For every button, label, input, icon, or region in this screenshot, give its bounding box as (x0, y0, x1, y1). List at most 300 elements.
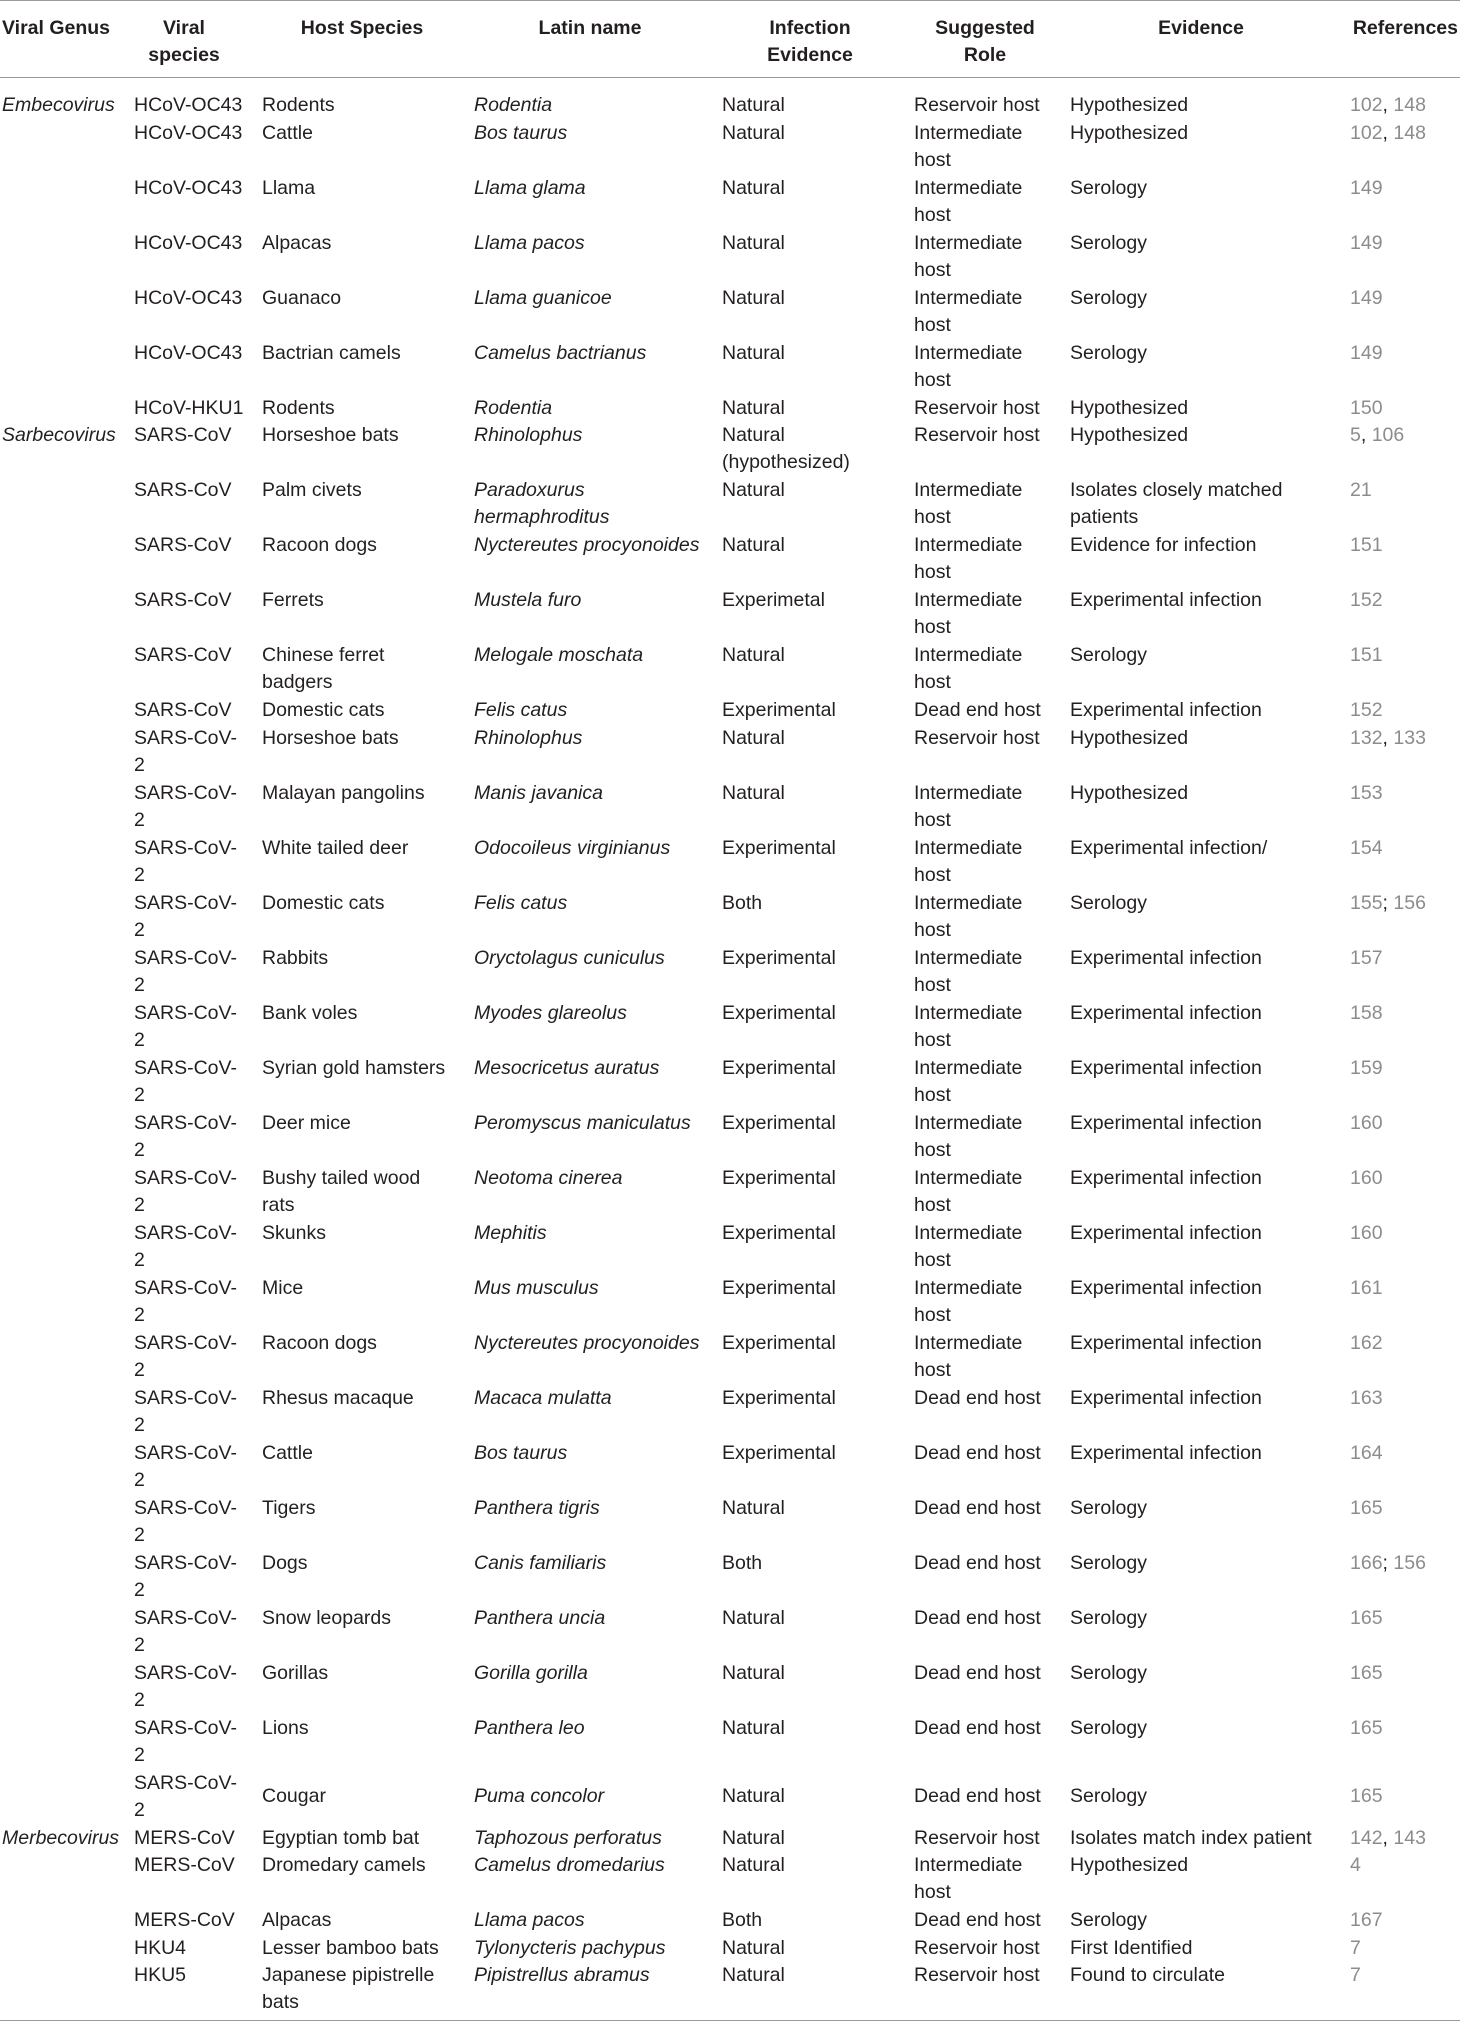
table-row (0, 1852, 1460, 1907)
cell-species (134, 835, 237, 889)
header-evidence-label: Evidence (1158, 17, 1244, 39)
cell-evidence (1070, 230, 1147, 257)
cell-line: Experimental infection (1070, 1386, 1262, 1409)
reference-link[interactable]: 133 (1393, 726, 1426, 749)
cell-evidence (1070, 1962, 1225, 1989)
reference-link[interactable]: 152 (1350, 699, 1383, 721)
table-row (0, 1220, 1460, 1275)
cell-host (262, 340, 401, 367)
cell-line: Experimental infection (1070, 589, 1262, 611)
cell-infection (722, 1852, 785, 1879)
cell-genus-text: Merbecovirus (2, 1826, 120, 1849)
header-infection-line1: Infection (769, 17, 851, 39)
cell-line: HCoV-OC43 (134, 341, 243, 364)
cell-evidence (1070, 1055, 1262, 1082)
header-viral-species-line2: species (148, 44, 220, 66)
header-latin-name-label: Latin name (538, 17, 642, 39)
cell-line: 2 (134, 1358, 145, 1381)
cell-line: White tailed deer (262, 836, 409, 859)
cell-line: host (914, 863, 951, 886)
cell-latin (474, 1330, 699, 1357)
cell-host (262, 1110, 351, 1137)
reference-link[interactable]: 165 (1350, 1606, 1383, 1629)
cell-evidence (1070, 587, 1262, 614)
cell-line: Serology (1070, 231, 1147, 254)
reference-link[interactable]: 143 (1393, 1826, 1426, 1849)
cell-latin (474, 1852, 665, 1879)
cell-line: Hypothesized (1070, 1854, 1189, 1876)
cell-line: 2 (134, 1523, 145, 1546)
cell-species (134, 477, 232, 504)
cell-latin (474, 1220, 547, 1247)
cell-host (262, 1935, 439, 1962)
cell-line: Experimental (722, 1386, 836, 1409)
cell-line: Natural (722, 1496, 785, 1519)
table-row (0, 1660, 1460, 1715)
cell-line: Skunks (262, 1221, 326, 1244)
cell-infection (722, 1935, 785, 1962)
cell-line: Felis catus (474, 891, 568, 914)
cell-evidence (1070, 1000, 1262, 1027)
cell-line: Evidence for infection (1070, 534, 1257, 556)
cell-line: Experimental infection (1070, 1166, 1262, 1189)
cell-line: Serology (1070, 1551, 1147, 1574)
cell-species (134, 1330, 237, 1384)
cell-infection (722, 1110, 836, 1137)
cell-line: Puma concolor (474, 1785, 605, 1808)
cell-infection (722, 1825, 785, 1852)
cell-line: Serology (1070, 1606, 1147, 1629)
cell-line: Reservoir host (914, 1964, 1040, 1986)
cell-line: Dogs (262, 1551, 308, 1574)
table-row (0, 1605, 1460, 1660)
cell-line: Hypothesized (1070, 121, 1189, 144)
cell-latin (474, 532, 699, 559)
cell-line: Bank voles (262, 1001, 358, 1024)
cell-line: SARS-CoV- (134, 1606, 237, 1629)
cell-host (262, 532, 377, 559)
reference-link[interactable]: 5 (1350, 424, 1361, 446)
table-row (0, 780, 1460, 835)
cell-line: Reservoir host (914, 726, 1040, 749)
cell-line: Intermediate (914, 1111, 1023, 1134)
cell-line: Melogale moschata (474, 644, 644, 666)
reference-link[interactable]: 106 (1371, 424, 1405, 446)
cell-refs: 166; 156 (1350, 1551, 1426, 1574)
cell-species (134, 780, 237, 834)
reference-link[interactable]: 21 (1350, 479, 1372, 501)
cell-line: Experimental (722, 699, 836, 721)
cell-line: Experimental infection (1070, 1276, 1262, 1299)
cell-line: Llama guanicoe (474, 286, 612, 309)
table-row (0, 1550, 1460, 1605)
cell-line: Horseshoe bats (262, 424, 399, 446)
table-row (0, 1770, 1460, 1825)
cell-infection (722, 1660, 785, 1687)
cell-evidence (1070, 92, 1188, 119)
cell-line: Mustela furo (474, 589, 582, 611)
reference-link[interactable]: 156 (1393, 1551, 1426, 1574)
cell-infection (722, 780, 785, 807)
cell-line: Racoon dogs (262, 534, 377, 556)
cell-species (134, 285, 242, 312)
cell-line: Guanaco (262, 286, 342, 309)
reference-link[interactable]: 151 (1350, 534, 1383, 556)
cell-line: Serology (1070, 286, 1147, 309)
cell-line: host (914, 1083, 951, 1106)
cell-line: Dead end host (914, 1496, 1041, 1519)
cell-host (262, 890, 384, 917)
cell-refs (1350, 395, 1383, 422)
cell-host (262, 395, 335, 422)
cell-line: Rodentia (474, 94, 553, 116)
reference-link[interactable]: 132 (1350, 726, 1383, 749)
reference-link[interactable]: 152 (1350, 589, 1383, 611)
cell-host (262, 422, 399, 449)
header-latin-name (474, 15, 706, 42)
cell-latin (474, 285, 612, 312)
cell-line: Rodentia (474, 396, 553, 419)
cell-line: SARS-CoV- (134, 1551, 237, 1574)
cell-host (262, 1962, 434, 2016)
table-row (0, 725, 1460, 780)
cell-line: Intermediate (914, 231, 1023, 254)
cell-line: Experimental (722, 1441, 836, 1464)
cell-line: Reservoir host (914, 94, 1040, 116)
cell-latin (474, 1783, 604, 1810)
table-row (0, 230, 1460, 285)
reference-link[interactable]: 160 (1350, 1221, 1383, 1244)
cell-role (914, 1852, 1022, 1906)
cell-host (262, 285, 341, 312)
cell-line: Malayan pangolins (262, 781, 425, 804)
cell-latin (474, 1275, 599, 1302)
cell-line: Intermediate (914, 479, 1023, 501)
cell-line: SARS-CoV- (134, 1331, 237, 1354)
cell-line: SARS-CoV- (134, 1166, 237, 1189)
cell-evidence (1070, 395, 1188, 422)
cell-evidence (1070, 285, 1147, 312)
table-row (0, 395, 1460, 423)
cell-line: Mice (262, 1276, 304, 1299)
cell-line: host (914, 368, 951, 391)
reference-link[interactable]: 151 (1350, 644, 1383, 666)
cell-line: Dead end host (914, 1909, 1041, 1931)
reference-link[interactable]: 102 (1350, 94, 1383, 116)
cell-line: Rodents (262, 94, 335, 116)
reference-link[interactable]: 157 (1350, 946, 1383, 969)
cell-line: Natural (722, 176, 785, 199)
cell-line: SARS-CoV- (134, 1661, 237, 1684)
cell-refs (1350, 1275, 1383, 1302)
cell-infection (722, 1385, 836, 1412)
table-row (0, 945, 1460, 1000)
reference-link[interactable]: 166 (1350, 1551, 1383, 1574)
table-row (0, 697, 1460, 725)
cell-host (262, 1385, 414, 1412)
cell-species (134, 1660, 237, 1714)
cell-role (914, 835, 1022, 889)
reference-link[interactable]: 162 (1350, 1331, 1383, 1354)
cell-line: SARS-CoV- (134, 781, 237, 804)
cell-refs (1350, 1220, 1383, 1247)
reference-link[interactable]: 160 (1350, 1166, 1383, 1189)
cell-line: MERS-CoV (134, 1909, 235, 1931)
cell-latin (474, 1110, 691, 1137)
cell-refs: 155; 156 (1350, 891, 1426, 914)
cell-role (914, 725, 1040, 752)
cell-refs (1350, 1000, 1383, 1027)
cell-evidence (1070, 1935, 1192, 1962)
cell-line: 2 (134, 1303, 145, 1326)
cell-line: Hypothesized (1070, 726, 1189, 749)
cell-line: SARS-CoV- (134, 1001, 237, 1024)
cell-role (914, 395, 1040, 422)
reference-link[interactable]: 148 (1393, 94, 1426, 116)
cell-species (134, 230, 242, 257)
reference-link[interactable]: 148 (1393, 121, 1426, 144)
cell-line: Rabbits (262, 946, 329, 969)
cell-species (134, 1550, 237, 1604)
cell-line: Gorillas (262, 1661, 329, 1684)
cell-line: SARS-CoV- (134, 726, 237, 749)
cell-infection (722, 1330, 836, 1357)
cell-line: Experimental infection (1070, 946, 1262, 969)
cell-role (914, 1715, 1041, 1742)
cell-line: Tigers (262, 1496, 316, 1519)
header-viral-genus-label: Viral Genus (2, 17, 111, 39)
cell-line: Natural (722, 231, 785, 254)
cell-line: 2 (134, 1468, 145, 1491)
cell-host (262, 1783, 326, 1810)
cell-line: Gorilla gorilla (474, 1661, 588, 1684)
cell-line: SARS-CoV- (134, 1771, 237, 1794)
cell-line: Racoon dogs (262, 1331, 377, 1354)
cell-line: Deer mice (262, 1111, 351, 1134)
cell-host (262, 1825, 419, 1852)
cell-line: host (914, 1358, 951, 1381)
cell-species (134, 1000, 237, 1054)
cell-infection (722, 587, 825, 614)
cell-role (914, 175, 1022, 229)
reference-link[interactable]: 165 (1350, 1496, 1383, 1519)
cell-line: 2 (134, 808, 145, 831)
cell-line: host (914, 313, 951, 336)
cell-line: Dead end host (914, 1785, 1041, 1808)
cell-line: Mus musculus (474, 1276, 599, 1299)
cell-species (134, 1055, 237, 1109)
reference-link[interactable]: 155 (1350, 891, 1383, 914)
cell-role (914, 1935, 1040, 1962)
cell-line: SARS-CoV- (134, 1221, 237, 1244)
table-row (0, 175, 1460, 230)
cell-host (262, 1000, 357, 1027)
cell-line: Intermediate (914, 1854, 1023, 1876)
cell-line: Isolates closely matched (1070, 479, 1283, 501)
cell-role (914, 1165, 1022, 1219)
cell-latin (474, 1907, 585, 1934)
cell-line: Experimental (722, 1001, 836, 1024)
reference-link[interactable]: 149 (1350, 176, 1383, 199)
cell-line: 2 (134, 1743, 145, 1766)
cell-latin (474, 1385, 612, 1412)
cell-infection (722, 725, 785, 752)
cell-line: Natural (722, 1964, 785, 1986)
reference-link[interactable]: 165 (1350, 1785, 1383, 1808)
reference-link[interactable]: 102 (1350, 121, 1383, 144)
cell-evidence (1070, 1495, 1147, 1522)
cell-refs: 5, 106 (1350, 424, 1405, 446)
cell-host (262, 945, 328, 972)
cell-line: Oryctolagus cuniculus (474, 946, 665, 969)
cell-species (134, 1220, 237, 1274)
cell-role (914, 1055, 1022, 1109)
cell-line: Reservoir host (914, 396, 1040, 419)
reference-link[interactable]: 7 (1350, 1964, 1361, 1986)
cell-line: 2 (134, 973, 145, 996)
cell-latin (474, 1715, 585, 1742)
reference-link[interactable]: 163 (1350, 1386, 1383, 1409)
table-row (0, 835, 1460, 890)
cell-line: Experimental infection (1070, 1111, 1262, 1134)
reference-link[interactable]: 165 (1350, 1716, 1383, 1739)
cell-line: HKU4 (134, 1936, 187, 1959)
reference-link[interactable]: 160 (1350, 1111, 1383, 1134)
reference-link[interactable]: 149 (1350, 341, 1383, 364)
reference-link[interactable]: 167 (1350, 1909, 1383, 1931)
cell-evidence (1070, 1825, 1312, 1852)
cell-line: Serology (1070, 891, 1147, 914)
reference-link[interactable]: 159 (1350, 1056, 1383, 1079)
cell-line: Serology (1070, 1716, 1147, 1739)
cell-line: 2 (134, 1688, 145, 1711)
reference-link[interactable]: 153 (1350, 781, 1383, 804)
table-row (0, 1110, 1460, 1165)
cell-role (914, 1110, 1022, 1164)
cell-line: Natural (722, 121, 785, 144)
cell-line: Serology (1070, 644, 1147, 666)
reference-link[interactable]: 154 (1350, 836, 1383, 859)
reference-link[interactable]: 165 (1350, 1661, 1383, 1684)
cell-latin (474, 1935, 665, 1962)
reference-link[interactable]: 142 (1350, 1826, 1383, 1849)
cell-latin (474, 1165, 623, 1192)
reference-link[interactable]: 164 (1350, 1441, 1383, 1464)
cell-line: Llama glama (474, 176, 586, 199)
cell-refs: 102, 148 (1350, 94, 1426, 116)
cell-host (262, 725, 399, 752)
cell-species (134, 1440, 237, 1494)
cell-evidence (1070, 890, 1147, 917)
cell-line: Lesser bamboo bats (262, 1936, 439, 1959)
cell-species (134, 1907, 235, 1934)
reference-link[interactable]: 149 (1350, 286, 1383, 309)
cell-infection (722, 1275, 836, 1302)
cell-line: Camelus dromedarius (474, 1854, 665, 1876)
cell-line: host (914, 671, 951, 693)
cell-line: SARS-CoV- (134, 1496, 237, 1519)
cell-line: Llama (262, 176, 316, 199)
cell-evidence (1070, 1660, 1147, 1687)
cell-species (134, 1852, 235, 1879)
cell-line: Natural (722, 1936, 785, 1959)
cell-species (134, 92, 242, 119)
cell-line: Natural (722, 1785, 785, 1808)
reference-link[interactable]: 4 (1350, 1854, 1361, 1876)
cell-refs (1350, 175, 1383, 202)
cell-host (262, 230, 331, 257)
cell-line: Cattle (262, 1441, 313, 1464)
cell-latin (474, 1825, 662, 1852)
cell-line: Dead end host (914, 1661, 1041, 1684)
cell-host (262, 120, 313, 147)
cell-infection (722, 1783, 785, 1810)
cell-line: Dead end host (914, 1441, 1041, 1464)
cell-infection (722, 1440, 836, 1467)
cell-refs (1350, 1935, 1361, 1962)
cell-line: SARS-CoV- (134, 1056, 237, 1079)
reference-link[interactable]: 7 (1350, 1936, 1361, 1959)
cell-evidence (1070, 532, 1256, 559)
cell-host (262, 1165, 420, 1219)
reference-link[interactable]: 161 (1350, 1276, 1383, 1299)
cell-species (134, 642, 232, 669)
table-row (0, 285, 1460, 340)
cell-species (134, 1110, 237, 1164)
cell-role (914, 1605, 1041, 1632)
reference-link[interactable]: 158 (1350, 1001, 1383, 1024)
cell-role (914, 532, 1022, 586)
cell-evidence (1070, 120, 1188, 147)
cell-line: Intermediate (914, 1276, 1023, 1299)
cell-line: SARS-CoV (134, 589, 232, 611)
cell-infection (722, 230, 785, 257)
cell-latin (474, 1055, 659, 1082)
cell-line: host (914, 808, 951, 831)
cell-refs (1350, 1715, 1383, 1742)
cell-latin (474, 587, 581, 614)
cell-role (914, 1220, 1022, 1274)
cell-infection (722, 1165, 836, 1192)
table-row (0, 1055, 1460, 1110)
cell-refs (1350, 697, 1383, 724)
reference-link[interactable]: 150 (1350, 396, 1383, 419)
cell-host (262, 1495, 315, 1522)
table-row (0, 1825, 1460, 1853)
cell-line: Llama pacos (474, 231, 585, 254)
cell-infection (722, 697, 836, 724)
reference-link[interactable]: 149 (1350, 231, 1383, 254)
cell-line: Snow leopards (262, 1606, 391, 1629)
cell-line: host (914, 1248, 951, 1271)
cell-evidence (1070, 725, 1188, 752)
cell-line: Both (722, 1551, 763, 1574)
cell-line: SARS-CoV (134, 699, 232, 721)
cell-line: Intermediate (914, 781, 1023, 804)
cell-line: host (914, 1028, 951, 1051)
cell-infection (722, 340, 785, 367)
cell-line: HCoV-OC43 (134, 286, 243, 309)
reference-link[interactable]: 156 (1393, 891, 1426, 914)
cell-evidence (1070, 1440, 1262, 1467)
cell-line: Domestic cats (262, 699, 385, 721)
cell-latin (474, 1440, 567, 1467)
cell-latin (474, 395, 552, 422)
cell-line: Canis familiaris (474, 1551, 607, 1574)
cell-latin (474, 697, 567, 724)
cell-host (262, 1055, 445, 1082)
cell-role (914, 890, 1022, 944)
